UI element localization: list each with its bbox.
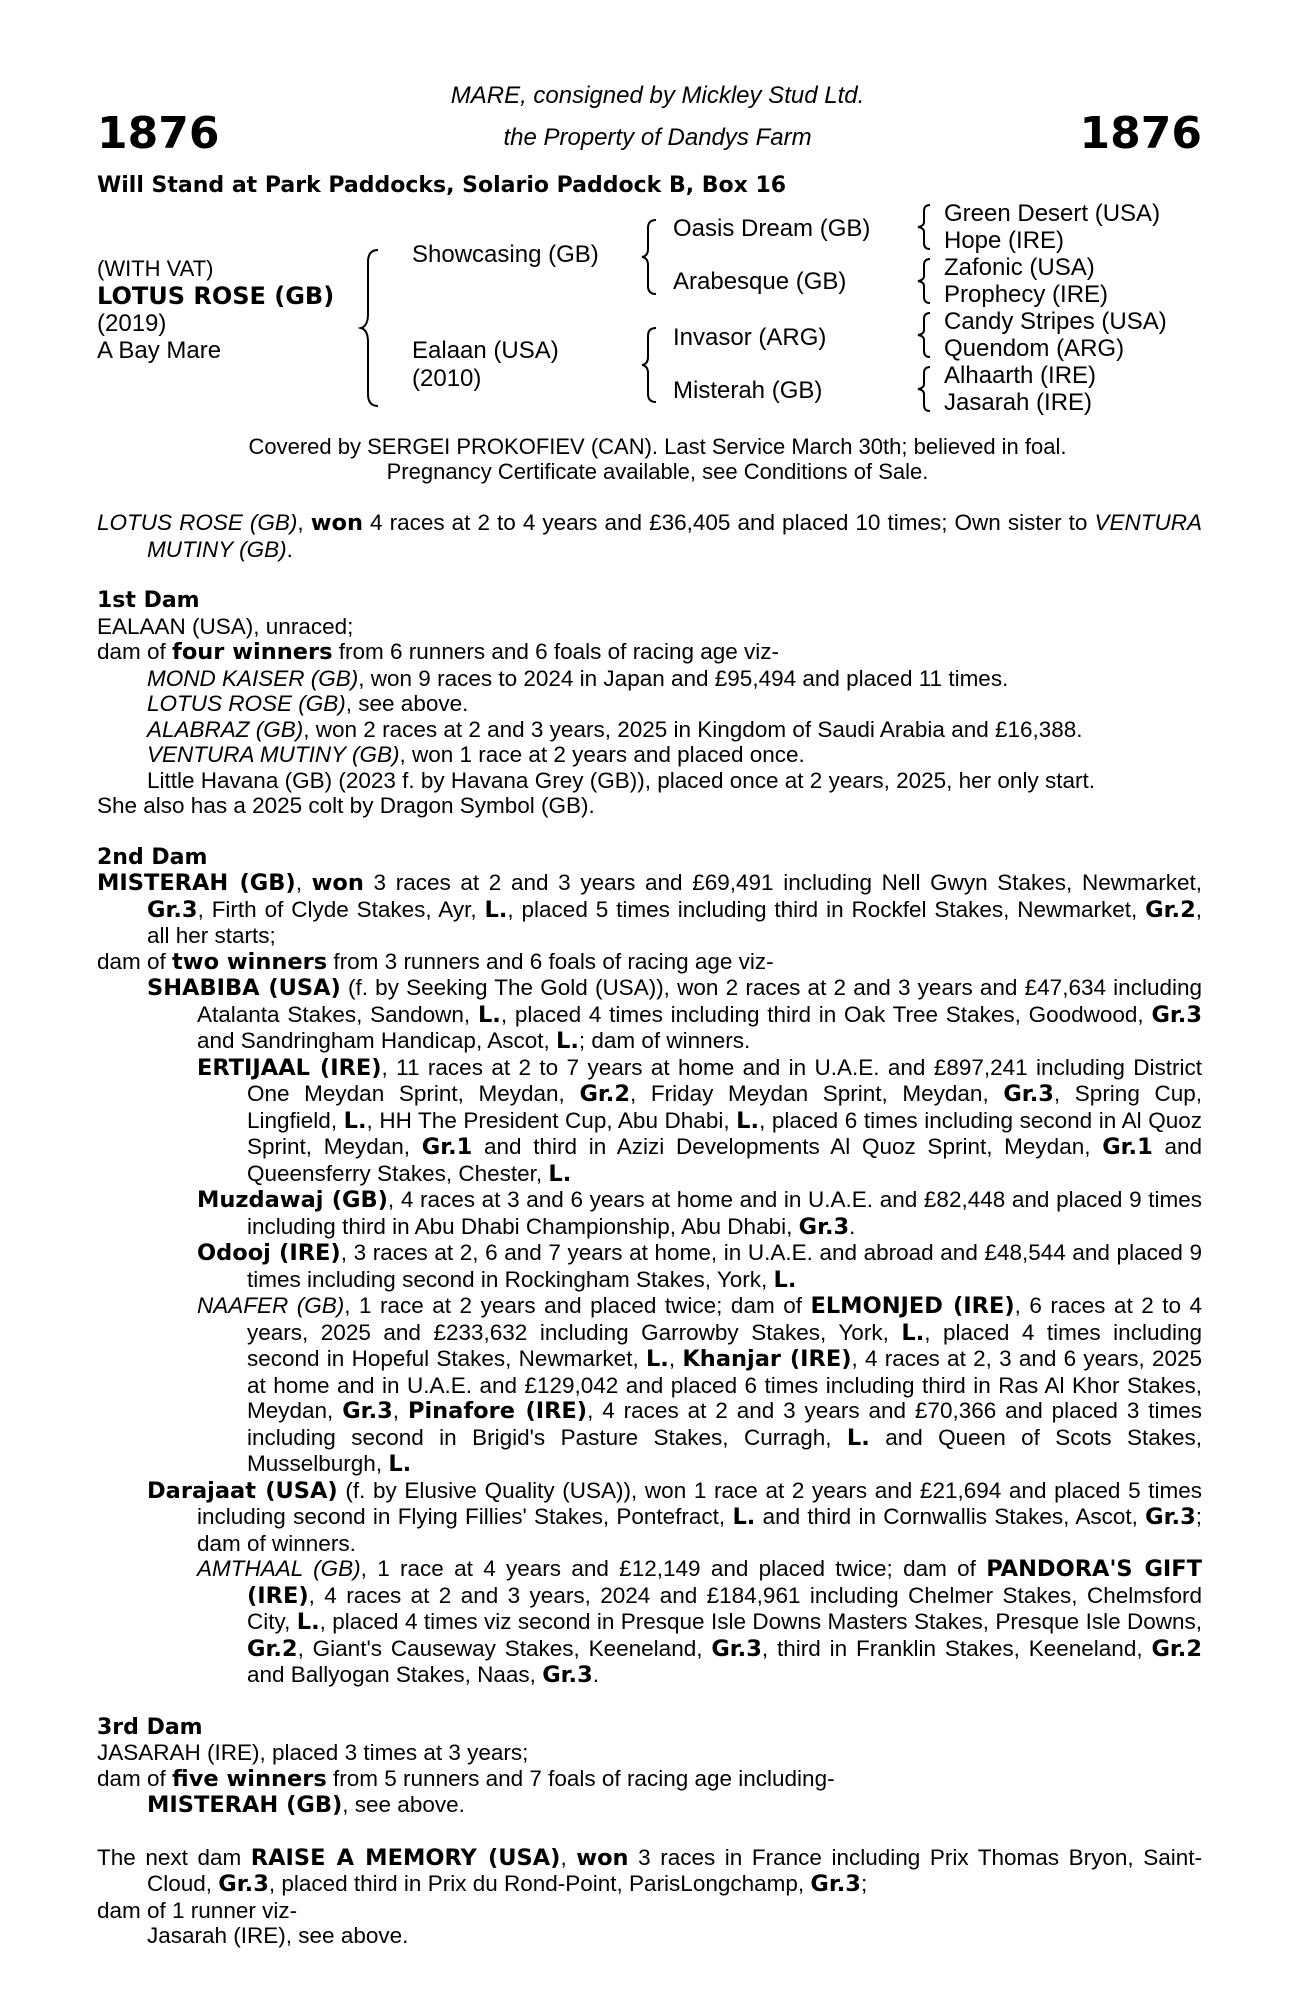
next-dam-produce: dam of 1 runner viz- bbox=[97, 1897, 298, 1923]
gen3-dsd: Quendom (ARG) bbox=[944, 335, 1125, 362]
sire: Showcasing (GB) bbox=[412, 241, 599, 268]
gen3-sss: Green Desert (USA) bbox=[944, 200, 1161, 227]
darajaat-entry: Darajaat (USA) (f. by Elusive Quality (USA)), won 1 race at 2 years and £21,694 and placed 5 times including second in Flying Fillies' Stakes, Pontefract, L. and third in Cornwallis Stakes, Ascot, Gr.3; dam of winners. bbox=[147, 1477, 1202, 1556]
property-line: the Property of Dandys Farm bbox=[503, 124, 812, 151]
covered-by-line: Covered by SERGEI PROKOFIEV (CAN). Last Service March 30th; believed in foal. bbox=[248, 434, 1067, 459]
gen3-ddd: Jasarah (IRE) bbox=[944, 389, 1093, 416]
second-dam-record: MISTERAH (GB), won 3 races at 2 and 3 years and £69,491 including Nell Gwyn Stakes, Newmarket, Gr.3, Firth of Clyde Stakes, Ayr, L., placed 5 times including third in Rockfel Stakes, Newmarket, Gr.2, all her starts; bbox=[97, 870, 1202, 948]
brace-gen3-2 bbox=[917, 257, 935, 305]
produce-4: VENTURA MUTINY (GB), won 1 race at 2 years and placed once. bbox=[147, 742, 805, 767]
first-dam-also: She also has a 2025 colt by Dragon Symbol (GB). bbox=[97, 793, 595, 818]
dam: Ealaan (USA) bbox=[412, 337, 559, 364]
first-dam-produce: dam of four winners from 6 runners and 6 foals of racing age viz- bbox=[97, 639, 780, 665]
produce-3: ALABRAZ (GB), won 2 races at 2 and 3 years, 2025 in Kingdom of Saudi Arabia and £16,388. bbox=[147, 716, 1083, 742]
lot-number-right: 1876 bbox=[1079, 108, 1202, 159]
brace-gen3-1 bbox=[917, 203, 935, 251]
gen3-sdd: Prophecy (IRE) bbox=[944, 281, 1109, 308]
first-dam-heading: 1st Dam bbox=[97, 588, 200, 613]
produce-2: LOTUS ROSE (GB), see above. bbox=[147, 691, 469, 716]
horse-description: A Bay Mare bbox=[97, 337, 222, 364]
intro-paragraph: LOTUS ROSE (GB), won 4 races at 2 to 4 years and £36,405 and placed 10 times; Own sister to VENTURA MUTINY (GB). bbox=[97, 510, 1202, 562]
dam-year: (2010) bbox=[412, 365, 482, 392]
brace-dam bbox=[641, 326, 661, 404]
amthaal-entry: AMTHAAL (GB), 1 race at 4 years and £12,149 and placed twice; dam of PANDORA'S GIFT (IRE), 4 races at 2 and 3 years, 2024 and £184,961 including Chelmer Stakes, Chelmsford City, L., placed 4 times viz second in Presque Isle Downs Masters Stakes, Presque Isle Downs, Gr.2, Giant's Causeway Stakes, Keeneland, Gr.3, third in Franklin Stakes, Keeneland, Gr.2 and Ballyogan Stakes, Naas, Gr.3. bbox=[197, 1556, 1202, 1688]
horse-name: LOTUS ROSE (GB) bbox=[97, 282, 335, 310]
brace-sire bbox=[641, 218, 661, 296]
shabiba-entry: SHABIBA (USA) (f. by Seeking The Gold (USA)), won 2 races at 2 and 3 years and £47,634 including Atalanta Stakes, Sandown, L., placed 4 times including third in Oak Tree Stakes, Goodwood, Gr.3 and Sandringham Handicap, Ascot, L.; dam of winners. bbox=[147, 975, 1202, 1054]
stand-location: Will Stand at Park Paddocks, Solario Paddock B, Box 16 bbox=[97, 173, 787, 198]
odooj-entry: Odooj (IRE), 3 races at 2, 6 and 7 years at home, in U.A.E. and abroad and £48,544 and placed 9 times including second in Rockingham Stakes, York, L. bbox=[197, 1240, 1202, 1293]
gen3-sds: Zafonic (USA) bbox=[944, 254, 1095, 281]
gen3-dss: Candy Stripes (USA) bbox=[944, 308, 1167, 335]
next-dam-produce-1: Jasarah (IRE), see above. bbox=[147, 1923, 409, 1948]
produce-5: Little Havana (GB) (2023 f. by Havana Grey (GB)), placed once at 2 years, 2025, her only start. bbox=[147, 767, 1095, 793]
next-dam-record: The next dam RAISE A MEMORY (USA), won 3 races in France including Prix Thomas Bryon, Saint-Cloud, Gr.3, placed third in Prix du Rond-Point, ParisLongchamp, Gr.3; bbox=[97, 1844, 1202, 1897]
brace-main bbox=[360, 248, 384, 408]
horse-year: (2019) bbox=[97, 310, 167, 337]
gen3-ssd: Hope (IRE) bbox=[944, 227, 1065, 254]
lot-number-left: 1876 bbox=[97, 108, 220, 159]
brace-gen3-4 bbox=[917, 365, 935, 413]
muzdawaj-entry: Muzdawaj (GB), 4 races at 3 and 6 years at home and in U.A.E. and £82,448 and placed 9 times including third in Abu Dhabi Championship, Abu Dhabi, Gr.3. bbox=[197, 1187, 1202, 1240]
pregnancy-line: Pregnancy Certificate available, see Conditions of Sale. bbox=[386, 459, 929, 484]
dam-dam: Misterah (GB) bbox=[673, 377, 823, 404]
ertijaal-entry: ERTIJAAL (IRE), 11 races at 2 to 7 years at home and in U.A.E. and £897,241 including District One Meydan Sprint, Meydan, Gr.2, Friday Meydan Sprint, Meydan, Gr.3, Spring Cup, Lingfield, L., HH The President Cup, Abu Dhabi, L., placed 6 times including second in Al Quoz Sprint, Meydan, Gr.1 and third in Azizi Developments Al Quoz Sprint, Meydan, Gr.1 and Queensferry Stakes, Chester, L. bbox=[197, 1054, 1203, 1187]
brace-gen3-3 bbox=[917, 311, 935, 359]
third-dam-produce-1: MISTERAH (GB), see above. bbox=[147, 1792, 465, 1818]
dam-sire: Invasor (ARG) bbox=[673, 324, 827, 351]
third-dam-line: JASARAH (IRE), placed 3 times at 3 years; bbox=[97, 1740, 529, 1765]
third-dam-heading: 3rd Dam bbox=[97, 1714, 203, 1740]
catalogue-text bbox=[97, 510, 1202, 1949]
third-dam-produce: dam of five winners from 5 runners and 7 foals of racing age including- bbox=[97, 1765, 835, 1792]
second-dam-produce: dam of two winners from 3 runners and 6 foals of racing age viz- bbox=[97, 948, 774, 975]
produce-1: MOND KAISER (GB), won 9 races to 2024 in Japan and £95,494 and placed 11 times. bbox=[147, 665, 1009, 691]
gen3-dds: Alhaarth (IRE) bbox=[944, 362, 1097, 389]
first-dam-line: EALAAN (USA), unraced; bbox=[97, 613, 354, 639]
vat-note: (WITH VAT) bbox=[97, 256, 214, 281]
consignor-line: MARE, consigned by Mickley Stud Ltd. bbox=[450, 82, 865, 109]
sire-dam: Arabesque (GB) bbox=[673, 268, 847, 295]
sire-sire: Oasis Dream (GB) bbox=[673, 215, 871, 242]
second-dam-heading: 2nd Dam bbox=[97, 844, 208, 870]
naafer-entry: NAAFER (GB), 1 race at 2 years and placed twice; dam of ELMONJED (IRE), 6 races at 2 to 4 years, 2025 and £233,632 including Garrowby Stakes, York, L., placed 4 times including second in Hopeful Stakes, Newmarket, L., Khanjar (IRE), 4 races at 2, 3 and 6 years, 2025 at home and in U.A.E. and £129,042 and placed 6 times including third in Ras Al Khor Stakes, Meydan, Gr.3, Pinafore (IRE), 4 races at 2 and 3 years and £70,366 and placed 3 times including second in Brigid's Pasture Stakes, Curragh, L. and Queen of Scots Stakes, Musselburgh, L. bbox=[197, 1293, 1203, 1477]
